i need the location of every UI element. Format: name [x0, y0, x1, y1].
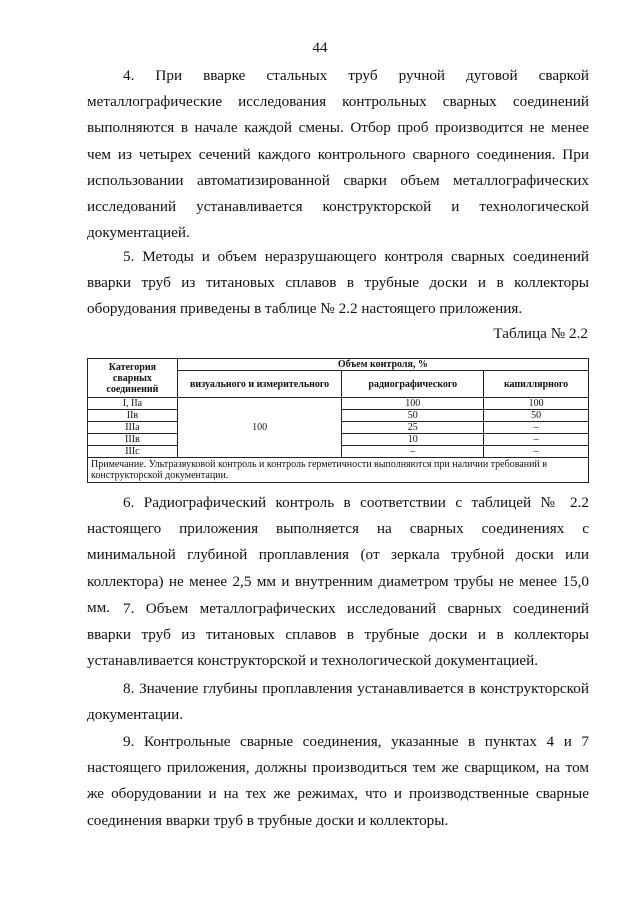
header-visual: визуального и измерительного	[177, 371, 342, 398]
row-category: IIIа	[88, 422, 178, 434]
paragraph-5: 5. Методы и объем неразрушающего контроля сварных соединений вварки труб из титановых сплавов в трубные доски и в коллекторы оборудования приведены в таблице № 2.2 настоящего приложения.	[87, 248, 589, 318]
header-category: Категория сварных соединений	[88, 359, 178, 398]
row-capillary: 50	[484, 410, 589, 422]
row-radiographic: 10	[342, 434, 484, 446]
row-radiographic: 25	[342, 422, 484, 434]
page-number: 44	[312, 40, 328, 56]
header-capillary: капиллярного	[484, 371, 589, 398]
header-radiographic: радиографического	[342, 371, 484, 398]
paragraph-9: 9. Контрольные сварные соединения, указанные в пунктах 4 и 7 настоящего приложения, должны производиться тем же сварщиком, на том же оборудовании и на тех же режимах, что и производственные сварные соединения вварки труб в трубные доски и коллекторы.	[87, 733, 589, 829]
row-category: IIIс	[88, 446, 178, 458]
row-capillary: –	[484, 422, 589, 434]
row-radiographic: –	[342, 446, 484, 458]
paragraph-7: 7. Объем металлографических исследований сварных соединений вварки труб из титановых сплавов в трубные доски и в коллекторы устанавливается конструкторской и технологической документацией.	[87, 600, 589, 670]
row-capillary: –	[484, 434, 589, 446]
row-capillary: –	[484, 446, 589, 458]
row-capillary: 100	[484, 398, 589, 410]
paragraph-6: 6. Радиографический контроль в соответствии с таблицей № 2.2 настоящего приложения выполняется на сварных соединениях с минимальной глубиной проплавления (от зеркала трубной доски или коллектора) не менее 2,5 мм и внутренним диаметром трубы не менее 15,0 мм.	[87, 494, 589, 616]
control-volume-table	[87, 358, 589, 483]
row-category: I, IIа	[88, 398, 178, 410]
row-radiographic: 100	[342, 398, 484, 410]
table-caption: Таблица № 2.2	[493, 325, 588, 342]
table-row	[88, 398, 589, 410]
visual-value: 100	[177, 398, 342, 458]
paragraph-4: 4. При вварке стальных труб ручной дуговой сваркой металлографические исследования контрольных сварных соединений выполняются в начале каждой смены. Отбор проб производится не менее чем из четырех сечений каждого контрольного сварного соединения. При использовании автоматизированной сварки объем металлографических исследований устанавливается конструкторской и технологической документацией.	[87, 67, 589, 242]
table-note: Примечание. Ультразвуковой контроль и контроль герметичности выполняются при наличии требований в конструкторской документации.	[88, 458, 589, 483]
row-radiographic: 50	[342, 410, 484, 422]
row-category: IIв	[88, 410, 178, 422]
header-volume: Объем контроля, %	[177, 359, 588, 371]
paragraph-8: 8. Значение глубины проплавления устанавливается в конструкторской документации.	[87, 680, 589, 724]
row-category: IIIв	[88, 434, 178, 446]
